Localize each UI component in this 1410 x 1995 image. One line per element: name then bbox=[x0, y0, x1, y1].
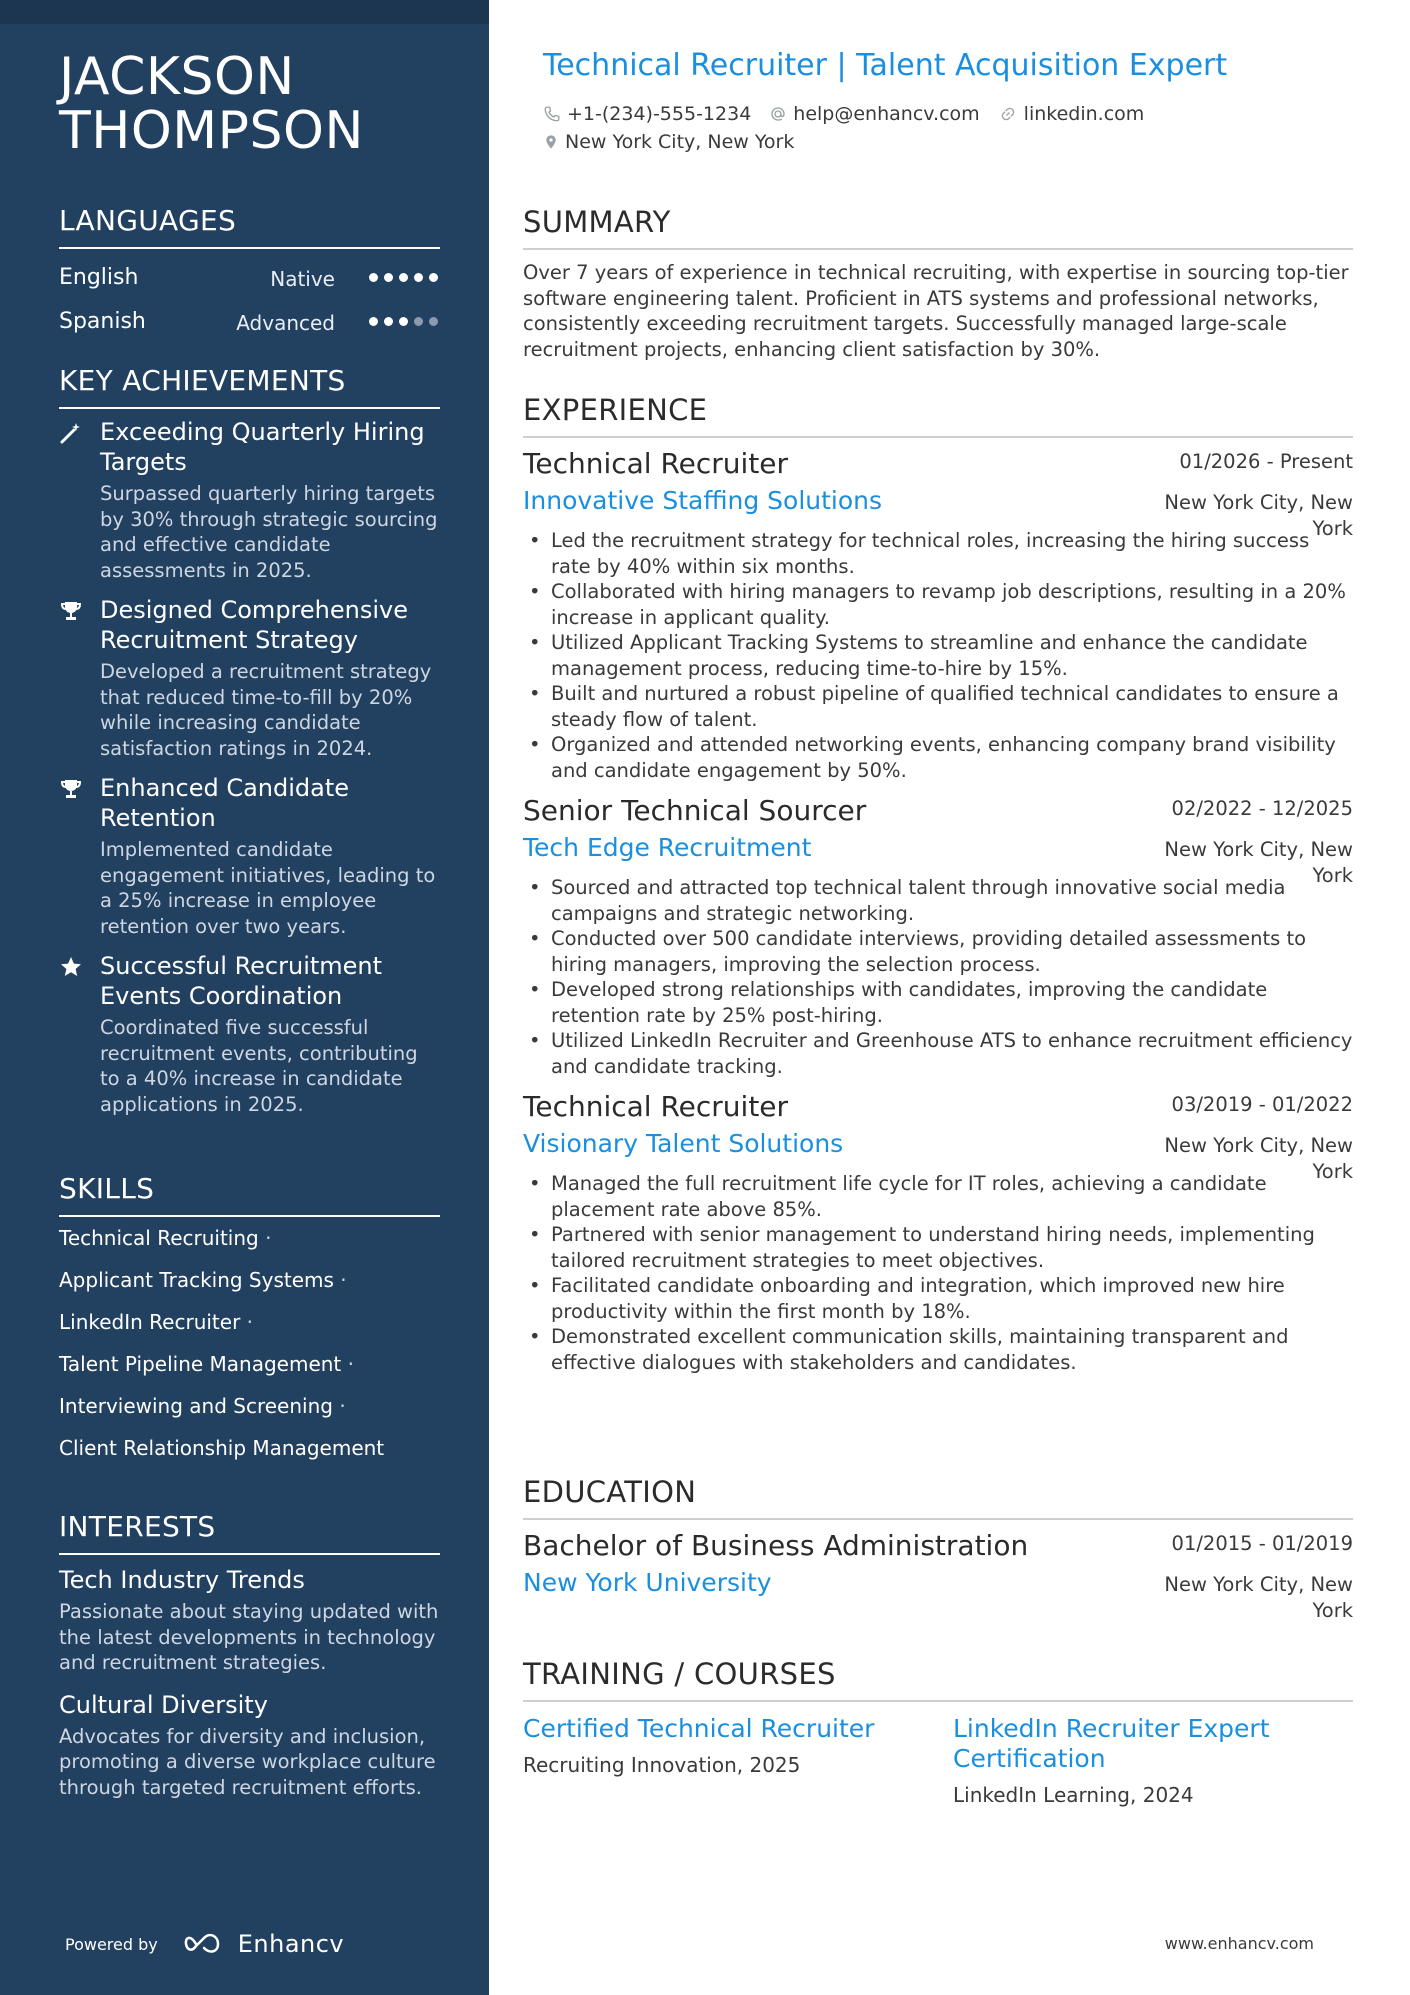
achievement-description: Implemented candidate engagement initiatives, leading to a 25% increase in employee retention over two years. bbox=[100, 838, 436, 938]
interest-item bbox=[59, 1690, 440, 1801]
job-location: New York City, New York bbox=[1164, 838, 1353, 887]
rating-dot bbox=[414, 273, 423, 282]
job-company[interactable]: Tech Edge Recruitment bbox=[523, 833, 812, 862]
job-company[interactable]: Innovative Staffing Solutions bbox=[523, 486, 883, 515]
language-rating bbox=[369, 273, 438, 282]
sidebar bbox=[0, 0, 489, 1995]
course-provider: Recruiting Innovation, 2025 bbox=[523, 1753, 801, 1777]
education-heading: EDUCATION bbox=[523, 1474, 1353, 1520]
phone-contact[interactable] bbox=[543, 103, 751, 125]
achievement-item bbox=[59, 417, 440, 583]
skill-item: Technical Recruiting · bbox=[59, 1226, 272, 1250]
location-contact bbox=[543, 131, 794, 153]
education-section bbox=[523, 1474, 1353, 1622]
job-title: Technical Recruiter bbox=[523, 1090, 789, 1123]
achievement-item bbox=[59, 595, 440, 761]
powered-by bbox=[65, 1930, 344, 1958]
job-bullets bbox=[523, 1171, 1353, 1375]
rating-dot bbox=[429, 317, 438, 326]
course-title[interactable]: Certified Technical Recruiter bbox=[523, 1714, 875, 1743]
headline: Technical Recruiter | Talent Acquisition Expert bbox=[543, 48, 1228, 83]
job-title: Technical Recruiter bbox=[523, 447, 789, 480]
summary-text: Over 7 years of experience in technical recruiting, with expertise in sourcing top-tier software engineering talent. Proficient in ATS systems and professional networks, consistently exceeding recruitment targets. Successfully managed large-scale recruitment projects, enhancing client satisfaction by 30%. bbox=[523, 261, 1349, 361]
interest-description: Advocates for diversity and inclusion, promoting a diverse workplace culture through targeted recruitment efforts. bbox=[59, 1724, 436, 1799]
email-contact[interactable] bbox=[769, 103, 979, 125]
last-name: THOMPSON bbox=[59, 101, 364, 161]
at-icon bbox=[769, 105, 787, 123]
course-title[interactable]: LinkedIn Recruiter Expert Certification bbox=[953, 1714, 1270, 1773]
skill-item: Talent Pipeline Management · bbox=[59, 1352, 354, 1376]
location-pin-icon bbox=[543, 132, 559, 152]
trophy-icon bbox=[59, 777, 85, 803]
bullet-item: • Led the recruitment strategy for technical roles, increasing the hiring success rate by 40% within six months. bbox=[523, 528, 1353, 579]
bullet-item: • Facilitated candidate onboarding and integration, which improved new hire productivity within the first month by 18%. bbox=[523, 1273, 1353, 1324]
bullet-item: • Built and nurtured a robust pipeline of qualified technical candidates to ensure a steady flow of talent. bbox=[523, 681, 1353, 732]
degree-title: Bachelor of Business Administration bbox=[523, 1529, 1029, 1562]
star-icon bbox=[59, 955, 85, 981]
rating-dot bbox=[369, 273, 378, 282]
bullet-item: • Utilized Applicant Tracking Systems to streamline and enhance the candidate management process, reducing time-to-hire by 15%. bbox=[523, 630, 1353, 681]
achievement-title: Exceeding Quarterly Hiring Targets bbox=[100, 418, 425, 476]
achievement-title: Designed Comprehensive Recruitment Strategy bbox=[100, 596, 408, 654]
language-level: Advanced bbox=[236, 311, 335, 335]
achievement-description: Surpassed quarterly hiring targets by 30% through strategic sourcing and effective candidate assessments in 2025. bbox=[100, 482, 438, 582]
course-provider: LinkedIn Learning, 2024 bbox=[953, 1783, 1194, 1807]
interest-title: Tech Industry Trends bbox=[59, 1566, 305, 1594]
powered-by-label: Powered by bbox=[65, 1934, 158, 1954]
interests-heading: INTERESTS bbox=[59, 1510, 440, 1555]
job-title: Senior Technical Sourcer bbox=[523, 794, 867, 827]
brand-name: Enhancv bbox=[237, 1930, 345, 1958]
rating-dot bbox=[384, 273, 393, 282]
location-text: New York City, New York bbox=[565, 131, 795, 153]
achievements-section bbox=[59, 364, 440, 1117]
achievement-description: Developed a recruitment strategy that reduced time-to-fill by 20% while increasing candidate satisfaction ratings in 2024. bbox=[100, 660, 432, 760]
email-address: help@enhancv.com bbox=[793, 103, 980, 125]
website-url: linkedin.com bbox=[1023, 103, 1145, 125]
skill-item: LinkedIn Recruiter · bbox=[59, 1310, 254, 1334]
achievement-title: Enhanced Candidate Retention bbox=[100, 774, 350, 832]
magic-wand-icon bbox=[59, 421, 85, 447]
phone-number: +1-(234)-555-1234 bbox=[567, 103, 752, 125]
rating-dot bbox=[414, 317, 423, 326]
bullet-item: • Organized and attended networking events, enhancing company brand visibility and candidate engagement by 50%. bbox=[523, 732, 1353, 783]
education-location: New York City, New York bbox=[1164, 1573, 1353, 1622]
interest-description: Passionate about staying updated with the latest developments in technology and recruitment strategies. bbox=[59, 1600, 439, 1674]
interest-item bbox=[59, 1565, 440, 1676]
phone-icon bbox=[543, 105, 561, 123]
summary-heading: SUMMARY bbox=[523, 204, 1353, 250]
job-location: New York City, New York bbox=[1164, 491, 1353, 540]
rating-dot bbox=[399, 317, 408, 326]
footer-url[interactable]: www.enhancv.com bbox=[1164, 1934, 1314, 1953]
rating-dot bbox=[369, 317, 378, 326]
bullet-item: • Developed strong relationships with candidates, improving the candidate retention rate by 25% post-hiring. bbox=[523, 977, 1353, 1028]
languages-heading: LANGUAGES bbox=[59, 204, 440, 249]
skills-section bbox=[59, 1172, 440, 1469]
job-location: New York City, New York bbox=[1164, 1134, 1353, 1183]
job-entry bbox=[523, 1089, 1353, 1375]
training-heading: TRAINING / COURSES bbox=[523, 1656, 1353, 1702]
job-entry bbox=[523, 793, 1353, 1079]
experience-heading: EXPERIENCE bbox=[523, 392, 1353, 438]
job-dates: 03/2019 - 01/2022 bbox=[1171, 1093, 1353, 1116]
summary-section bbox=[523, 204, 1353, 362]
job-dates: 01/2026 - Present bbox=[1179, 450, 1353, 473]
bullet-item: • Utilized LinkedIn Recruiter and Greenhouse ATS to enhance recruitment efficiency and candidate tracking. bbox=[523, 1028, 1353, 1079]
sidebar-top-strip bbox=[0, 0, 489, 24]
skills-heading: SKILLS bbox=[59, 1172, 440, 1217]
contact-info bbox=[543, 100, 1162, 156]
interest-title: Cultural Diversity bbox=[59, 1690, 268, 1719]
interests-section bbox=[59, 1510, 440, 1800]
training-section bbox=[523, 1656, 1353, 1808]
enhancv-logo[interactable] bbox=[184, 1930, 344, 1958]
skill-item: Client Relationship Management bbox=[59, 1436, 385, 1460]
website-contact[interactable] bbox=[998, 103, 1145, 125]
language-row bbox=[59, 299, 440, 343]
job-company[interactable]: Visionary Talent Solutions bbox=[523, 1129, 844, 1158]
achievement-description: Coordinated five successful recruitment events, contributing to a 40% increase in candidate applications in 2025. bbox=[100, 1016, 418, 1116]
language-name: Spanish bbox=[59, 309, 146, 334]
experience-section bbox=[523, 392, 1353, 1375]
job-bullets bbox=[523, 528, 1353, 783]
first-name: JACKSON bbox=[59, 47, 295, 107]
course-list bbox=[523, 1714, 1353, 1808]
link-icon bbox=[998, 105, 1018, 123]
education-dates: 01/2015 - 01/2019 bbox=[1171, 1532, 1353, 1555]
skill-item: Applicant Tracking Systems · bbox=[59, 1268, 347, 1292]
bullet-item: • Demonstrated excellent communication skills, maintaining transparent and effective dialogues with stakeholders and candidates. bbox=[523, 1324, 1353, 1375]
education-entry bbox=[523, 1528, 1353, 1622]
bullet-item: • Managed the full recruitment life cycle for IT roles, achieving a candidate placement rate above 85%. bbox=[523, 1171, 1353, 1222]
rating-dot bbox=[384, 317, 393, 326]
rating-dot bbox=[429, 273, 438, 282]
language-row bbox=[59, 255, 440, 299]
achievement-item bbox=[59, 951, 440, 1117]
job-bullets bbox=[523, 875, 1353, 1079]
candidate-name bbox=[59, 47, 459, 161]
job-dates: 02/2022 - 12/2025 bbox=[1171, 797, 1353, 820]
school-name[interactable]: New York University bbox=[523, 1568, 772, 1597]
infinity-logo-icon bbox=[184, 1932, 230, 1956]
achievement-item bbox=[59, 773, 440, 939]
job-entry bbox=[523, 446, 1353, 783]
bullet-item: • Partnered with senior management to understand hiring needs, implementing tailored recruitment strategies to meet objectives. bbox=[523, 1222, 1353, 1273]
bullet-item: • Conducted over 500 candidate interviews, providing detailed assessments to hiring managers, improving the selection process. bbox=[523, 926, 1353, 977]
bullet-item: • Sourced and attracted top technical talent through innovative social media campaigns and strategic networking. bbox=[523, 875, 1353, 926]
achievements-heading: KEY ACHIEVEMENTS bbox=[59, 364, 440, 409]
languages-section bbox=[59, 204, 440, 343]
course-item bbox=[523, 1714, 953, 1808]
bullet-item: • Collaborated with hiring managers to revamp job descriptions, resulting in a 20% increase in applicant quality. bbox=[523, 579, 1353, 630]
trophy-icon bbox=[59, 599, 85, 625]
skill-item: Interviewing and Screening · bbox=[59, 1394, 346, 1418]
rating-dot bbox=[399, 273, 408, 282]
achievement-title: Successful Recruitment Events Coordination bbox=[100, 952, 383, 1010]
language-level: Native bbox=[270, 267, 335, 291]
language-name: English bbox=[59, 265, 139, 290]
course-item bbox=[953, 1714, 1353, 1808]
language-rating bbox=[369, 317, 438, 326]
